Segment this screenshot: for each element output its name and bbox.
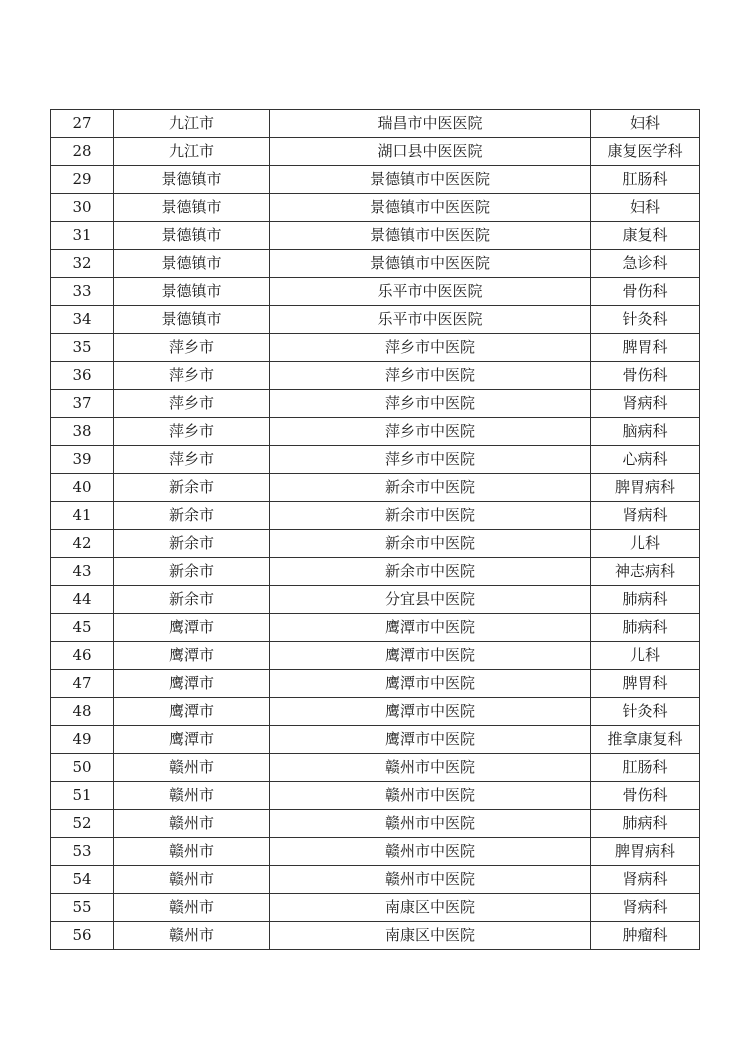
- hospital-cell: 赣州市中医院: [270, 838, 591, 866]
- table-row: [51, 306, 700, 334]
- city-cell: 景德镇市: [114, 194, 270, 222]
- city-cell: 赣州市: [114, 838, 270, 866]
- table-row: [51, 530, 700, 558]
- row-number-cell: 41: [51, 502, 114, 530]
- table-row: [51, 614, 700, 642]
- hospital-cell: 萍乡市中医院: [270, 362, 591, 390]
- table-row: [51, 446, 700, 474]
- department-cell: 骨伤科: [591, 278, 700, 306]
- table-row: [51, 194, 700, 222]
- hospital-cell: 景德镇市中医医院: [270, 194, 591, 222]
- department-cell: 脾胃病科: [591, 474, 700, 502]
- department-cell: 针灸科: [591, 306, 700, 334]
- city-cell: 赣州市: [114, 894, 270, 922]
- row-number-cell: 48: [51, 698, 114, 726]
- department-cell: 推拿康复科: [591, 726, 700, 754]
- table-row: [51, 726, 700, 754]
- table-row: [51, 138, 700, 166]
- department-cell: 肾病科: [591, 390, 700, 418]
- hospital-cell: 景德镇市中医医院: [270, 166, 591, 194]
- city-cell: 新余市: [114, 474, 270, 502]
- hospital-cell: 鹰潭市中医院: [270, 642, 591, 670]
- department-cell: 肺病科: [591, 586, 700, 614]
- department-cell: 妇科: [591, 194, 700, 222]
- city-cell: 赣州市: [114, 922, 270, 950]
- row-number-cell: 27: [51, 110, 114, 138]
- department-cell: 急诊科: [591, 250, 700, 278]
- hospital-cell: 瑞昌市中医医院: [270, 110, 591, 138]
- table-row: [51, 922, 700, 950]
- city-cell: 新余市: [114, 558, 270, 586]
- row-number-cell: 33: [51, 278, 114, 306]
- row-number-cell: 55: [51, 894, 114, 922]
- hospital-cell: 鹰潭市中医院: [270, 726, 591, 754]
- hospital-department-table: [50, 109, 700, 950]
- department-cell: 针灸科: [591, 698, 700, 726]
- department-cell: 脾胃科: [591, 670, 700, 698]
- row-number-cell: 36: [51, 362, 114, 390]
- table-row: [51, 502, 700, 530]
- city-cell: 景德镇市: [114, 166, 270, 194]
- city-cell: 景德镇市: [114, 250, 270, 278]
- row-number-cell: 28: [51, 138, 114, 166]
- table-row: [51, 698, 700, 726]
- hospital-cell: 赣州市中医院: [270, 810, 591, 838]
- city-cell: 新余市: [114, 502, 270, 530]
- row-number-cell: 53: [51, 838, 114, 866]
- table-row: [51, 754, 700, 782]
- hospital-cell: 萍乡市中医院: [270, 390, 591, 418]
- city-cell: 新余市: [114, 586, 270, 614]
- city-cell: 新余市: [114, 530, 270, 558]
- hospital-cell: 分宜县中医院: [270, 586, 591, 614]
- department-cell: 肾病科: [591, 894, 700, 922]
- hospital-cell: 新余市中医院: [270, 474, 591, 502]
- table-row: [51, 670, 700, 698]
- table-row: [51, 110, 700, 138]
- table-row: [51, 278, 700, 306]
- table-row: [51, 418, 700, 446]
- table-row: [51, 838, 700, 866]
- city-cell: 萍乡市: [114, 446, 270, 474]
- row-number-cell: 37: [51, 390, 114, 418]
- department-cell: 肿瘤科: [591, 922, 700, 950]
- row-number-cell: 31: [51, 222, 114, 250]
- city-cell: 鹰潭市: [114, 726, 270, 754]
- table-row: [51, 390, 700, 418]
- department-cell: 脑病科: [591, 418, 700, 446]
- city-cell: 赣州市: [114, 754, 270, 782]
- table-row: [51, 362, 700, 390]
- hospital-cell: 新余市中医院: [270, 530, 591, 558]
- city-cell: 鹰潭市: [114, 698, 270, 726]
- city-cell: 九江市: [114, 110, 270, 138]
- table-row: [51, 782, 700, 810]
- row-number-cell: 38: [51, 418, 114, 446]
- table-row: [51, 222, 700, 250]
- city-cell: 萍乡市: [114, 362, 270, 390]
- hospital-cell: 新余市中医院: [270, 558, 591, 586]
- row-number-cell: 39: [51, 446, 114, 474]
- row-number-cell: 52: [51, 810, 114, 838]
- city-cell: 景德镇市: [114, 222, 270, 250]
- department-cell: 肺病科: [591, 810, 700, 838]
- row-number-cell: 42: [51, 530, 114, 558]
- hospital-cell: 赣州市中医院: [270, 782, 591, 810]
- city-cell: 鹰潭市: [114, 642, 270, 670]
- hospital-cell: 新余市中医院: [270, 502, 591, 530]
- table-body: [51, 110, 700, 950]
- hospital-cell: 南康区中医院: [270, 894, 591, 922]
- department-cell: 骨伤科: [591, 782, 700, 810]
- department-cell: 脾胃科: [591, 334, 700, 362]
- department-cell: 肾病科: [591, 502, 700, 530]
- city-cell: 鹰潭市: [114, 670, 270, 698]
- row-number-cell: 40: [51, 474, 114, 502]
- row-number-cell: 29: [51, 166, 114, 194]
- department-cell: 肛肠科: [591, 754, 700, 782]
- city-cell: 赣州市: [114, 782, 270, 810]
- city-cell: 景德镇市: [114, 306, 270, 334]
- city-cell: 萍乡市: [114, 334, 270, 362]
- hospital-cell: 鹰潭市中医院: [270, 614, 591, 642]
- row-number-cell: 49: [51, 726, 114, 754]
- city-cell: 鹰潭市: [114, 614, 270, 642]
- department-cell: 肛肠科: [591, 166, 700, 194]
- department-cell: 心病科: [591, 446, 700, 474]
- row-number-cell: 30: [51, 194, 114, 222]
- row-number-cell: 51: [51, 782, 114, 810]
- table-row: [51, 866, 700, 894]
- hospital-cell: 萍乡市中医院: [270, 418, 591, 446]
- department-cell: 康复医学科: [591, 138, 700, 166]
- hospital-cell: 景德镇市中医医院: [270, 250, 591, 278]
- hospital-cell: 萍乡市中医院: [270, 334, 591, 362]
- department-cell: 儿科: [591, 530, 700, 558]
- row-number-cell: 56: [51, 922, 114, 950]
- row-number-cell: 35: [51, 334, 114, 362]
- department-cell: 肺病科: [591, 614, 700, 642]
- hospital-cell: 鹰潭市中医院: [270, 670, 591, 698]
- row-number-cell: 43: [51, 558, 114, 586]
- row-number-cell: 50: [51, 754, 114, 782]
- hospital-cell: 景德镇市中医医院: [270, 222, 591, 250]
- city-cell: 萍乡市: [114, 418, 270, 446]
- city-cell: 赣州市: [114, 866, 270, 894]
- table-row: [51, 894, 700, 922]
- row-number-cell: 32: [51, 250, 114, 278]
- table-row: [51, 586, 700, 614]
- table-row: [51, 558, 700, 586]
- department-cell: 脾胃病科: [591, 838, 700, 866]
- table-row: [51, 166, 700, 194]
- row-number-cell: 54: [51, 866, 114, 894]
- hospital-cell: 乐平市中医医院: [270, 278, 591, 306]
- table-row: [51, 642, 700, 670]
- hospital-cell: 萍乡市中医院: [270, 446, 591, 474]
- city-cell: 景德镇市: [114, 278, 270, 306]
- hospital-cell: 赣州市中医院: [270, 754, 591, 782]
- department-cell: 康复科: [591, 222, 700, 250]
- table-row: [51, 250, 700, 278]
- table-row: [51, 334, 700, 362]
- hospital-cell: 南康区中医院: [270, 922, 591, 950]
- row-number-cell: 34: [51, 306, 114, 334]
- row-number-cell: 45: [51, 614, 114, 642]
- row-number-cell: 46: [51, 642, 114, 670]
- department-cell: 骨伤科: [591, 362, 700, 390]
- hospital-cell: 鹰潭市中医院: [270, 698, 591, 726]
- department-cell: 肾病科: [591, 866, 700, 894]
- department-cell: 妇科: [591, 110, 700, 138]
- table-row: [51, 810, 700, 838]
- city-cell: 九江市: [114, 138, 270, 166]
- city-cell: 赣州市: [114, 810, 270, 838]
- row-number-cell: 47: [51, 670, 114, 698]
- city-cell: 萍乡市: [114, 390, 270, 418]
- table-row: [51, 474, 700, 502]
- row-number-cell: 44: [51, 586, 114, 614]
- department-cell: 儿科: [591, 642, 700, 670]
- hospital-cell: 乐平市中医医院: [270, 306, 591, 334]
- hospital-cell: 赣州市中医院: [270, 866, 591, 894]
- department-cell: 神志病科: [591, 558, 700, 586]
- hospital-cell: 湖口县中医医院: [270, 138, 591, 166]
